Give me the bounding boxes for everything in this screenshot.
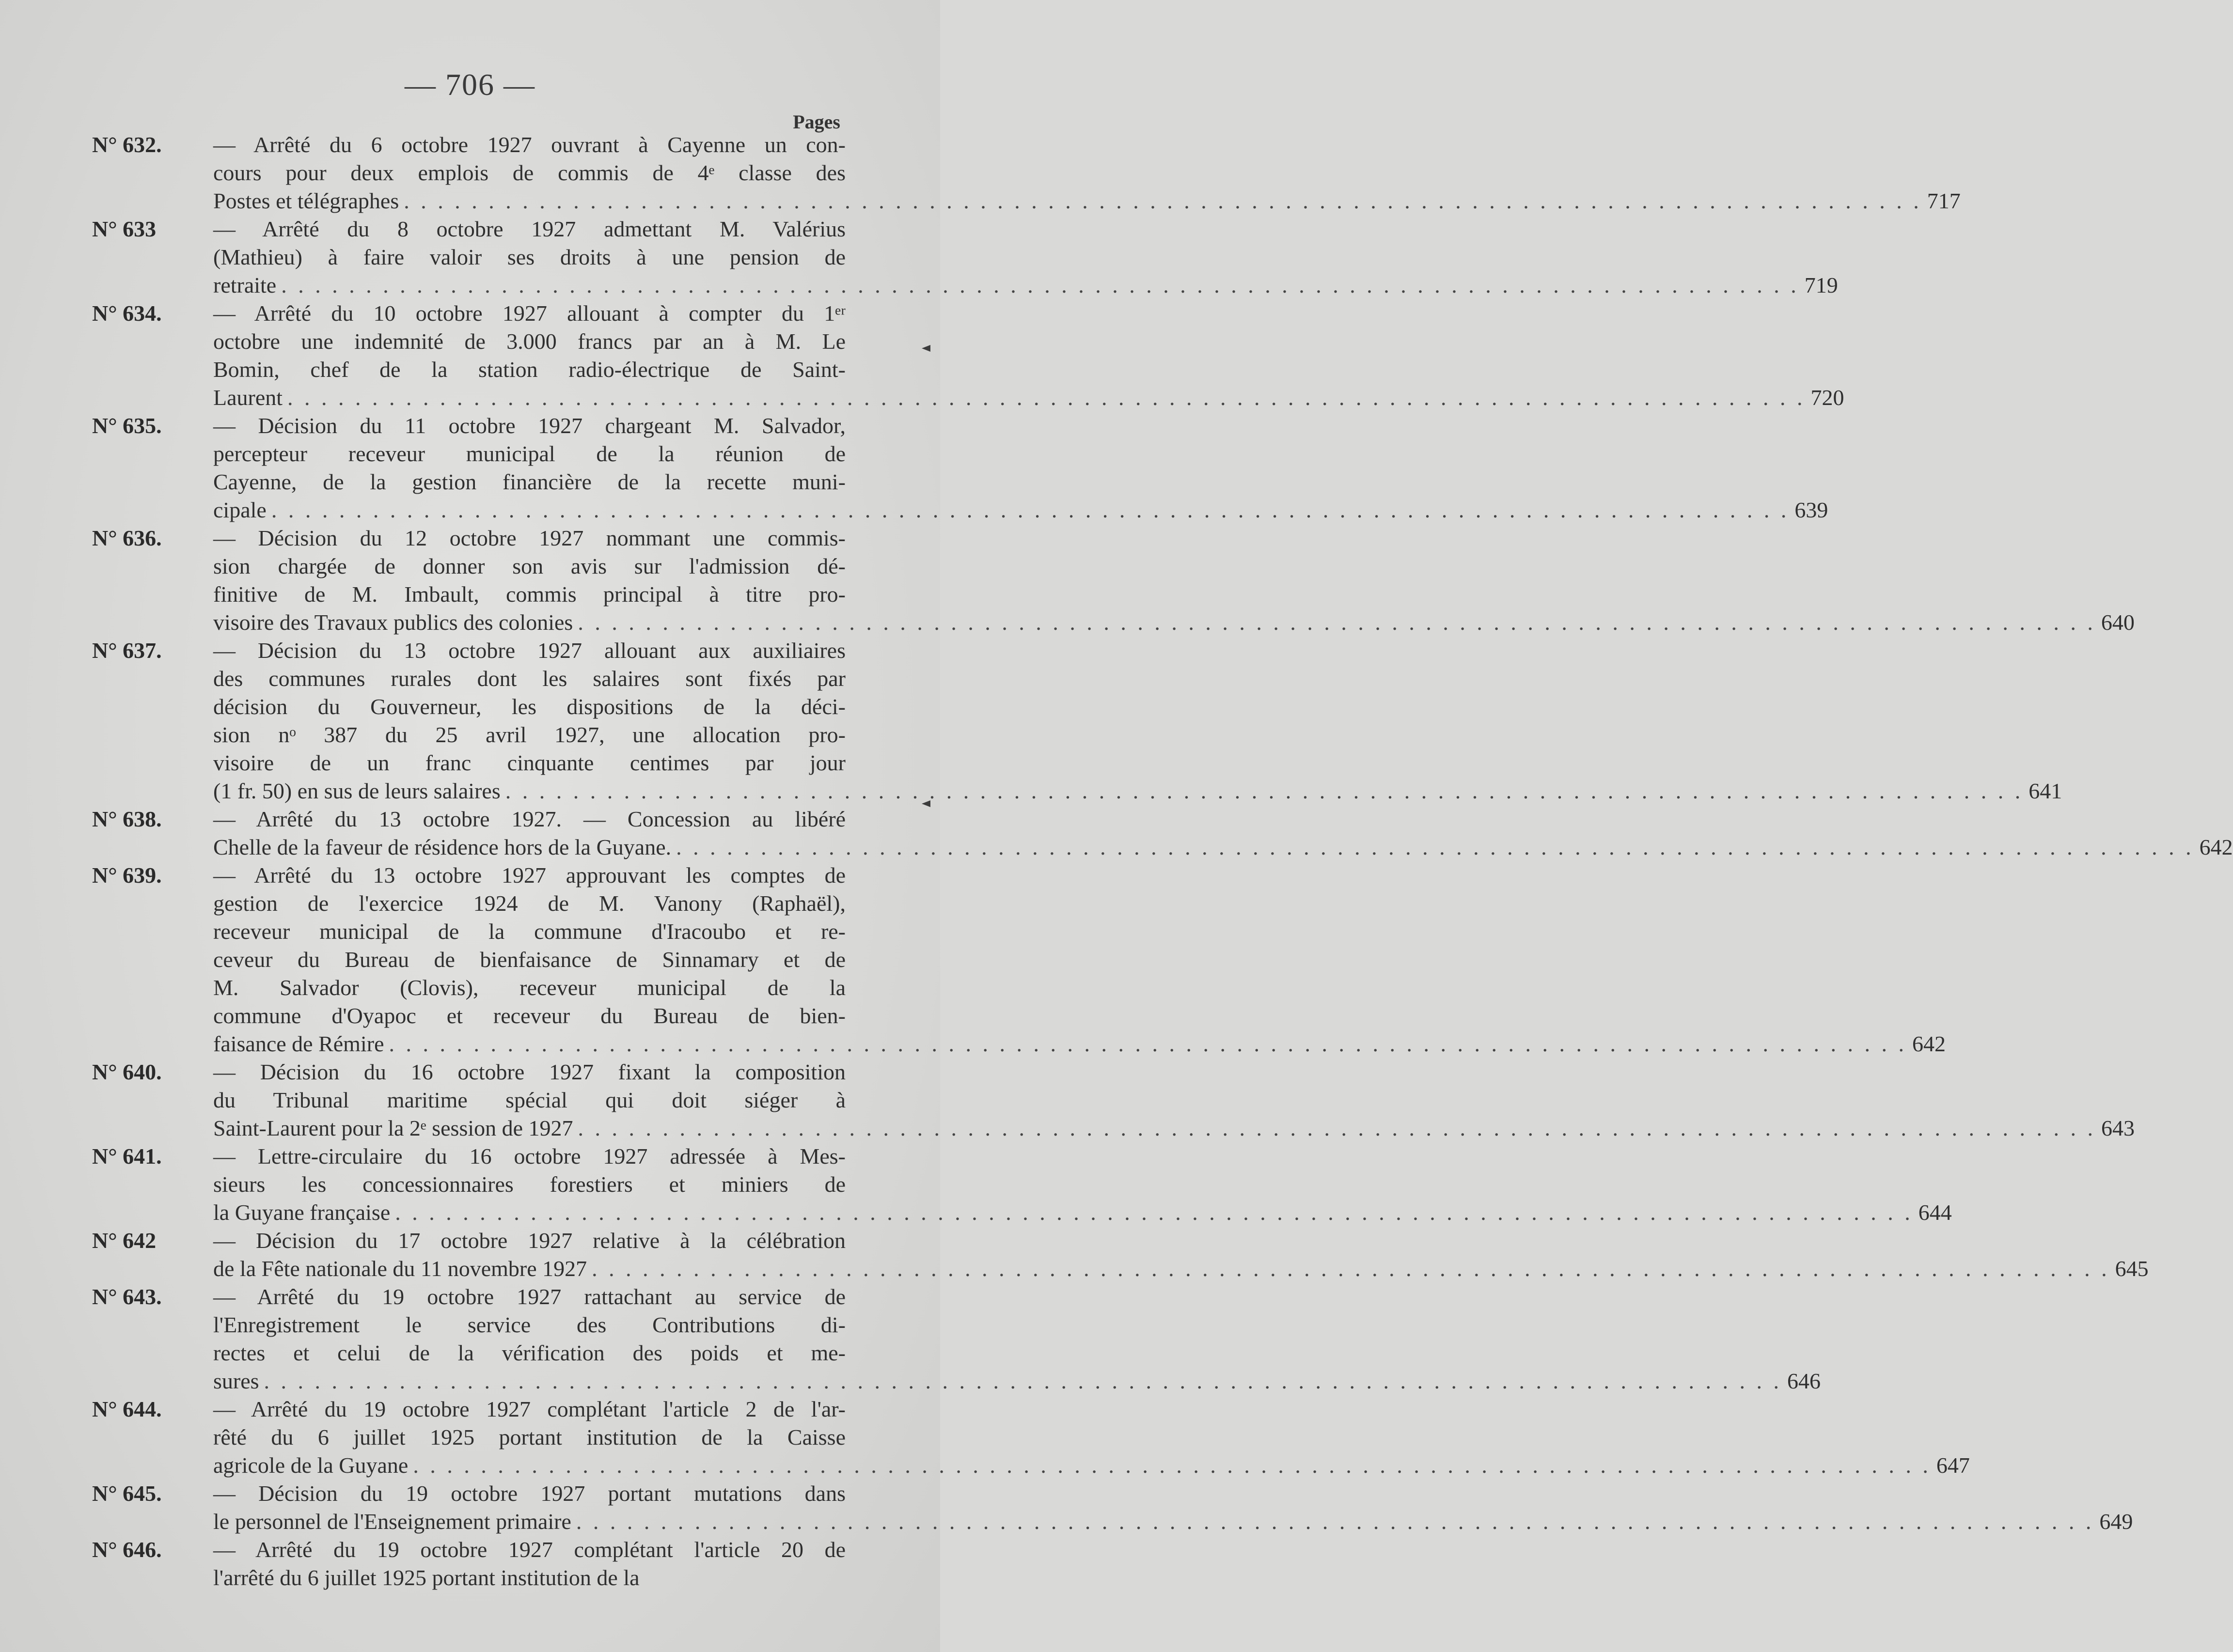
entry-line: commune d'Oyapoc et receveur du Bureau de bien-: [213, 1003, 846, 1028]
entry-description: [213, 412, 1828, 524]
entry-line: cours pour deux emplois de commis de 4ᵉ classe des: [213, 160, 846, 185]
page-reference: 643: [2101, 1116, 2135, 1140]
page-reference: 642: [2199, 835, 2233, 859]
page-number: — 706 —: [405, 67, 535, 102]
entry-number: N° 636.: [92, 526, 162, 550]
entry-line-text: sures: [213, 1369, 259, 1393]
dot-leader: . . . . . . . . . . . . . . . . . . . . . . . . . . . . . . . . . . . . . . . . . . . . . . . . . . . . . . . . . . . . . . . . . . . . . . . . . . . . . . . . . . . . . . . . . .: [281, 273, 1799, 297]
index-entry: [92, 524, 2135, 637]
index-entries: [92, 131, 2233, 1592]
entry-line-text: agricole de la Guyane: [213, 1453, 409, 1478]
entry-line: rêté du 6 juillet 1925 portant institution de la Caisse: [213, 1425, 846, 1449]
entry-line-text: Laurent: [213, 385, 283, 410]
entry-line-text: (1 fr. 50) en sus de leurs salaires: [213, 779, 501, 803]
index-entry: [92, 637, 2062, 805]
entry-line: — Arrêté du 10 octobre 1927 allouant à compter du 1ᵉʳ: [213, 301, 846, 326]
index-entry: [92, 215, 1838, 299]
dot-leader: . . . . . . . . . . . . . . . . . . . . . . . . . . . . . . . . . . . . . . . . . . . . . . . . . . . . . . . . . . . . . . . . . . . . . . . . . . . . . . . . . . . . . . . . . .: [505, 779, 2024, 803]
page-reference: 642: [1912, 1031, 1946, 1056]
entry-line: [213, 187, 1961, 215]
entry-line: Bomin, chef de la station radio-électrique de Saint-: [213, 357, 846, 382]
entry-number: N° 646.: [92, 1537, 162, 1562]
entry-line-text: faisance de Rémire: [213, 1031, 384, 1056]
entry-line: — Lettre-circulaire du 16 octobre 1927 adressée à Mes-: [213, 1144, 846, 1169]
entry-line: [213, 271, 1838, 299]
entry-line: sieurs les concessionnaires forestiers et miniers de: [213, 1172, 846, 1197]
index-entry: [92, 1283, 1821, 1395]
entry-description: [213, 1058, 2135, 1142]
dot-leader: . . . . . . . . . . . . . . . . . . . . . . . . . . . . . . . . . . . . . . . . . . . . . . . . . . . . . . . . . . . . . . . . . . . . . . . . . . . . . . . . . . . . . . . . . .: [389, 1031, 1907, 1056]
entry-number: N° 635.: [92, 413, 162, 438]
entry-line: — Arrêté du 19 octobre 1927 complétant l'article 20 de: [213, 1537, 846, 1562]
index-entry: [92, 861, 1946, 1058]
entry-line: [213, 1255, 2149, 1283]
entry-line-text: le personnel de l'Enseignement primaire: [213, 1509, 571, 1534]
entry-line: — Arrêté du 19 octobre 1927 rattachant au service de: [213, 1284, 846, 1309]
entry-line-text: de la Fête nationale du 11 novembre 1927: [213, 1256, 587, 1281]
dot-leader: . . . . . . . . . . . . . . . . . . . . . . . . . . . . . . . . . . . . . . . . . . . . . . . . . . . . . . . . . . . . . . . . . . . . . . . . . . . . . . . . . . . . . . . . . .: [578, 1116, 2096, 1140]
entry-description: [213, 1480, 2133, 1536]
entry-line: ceveur du Bureau de bienfaisance de Sinnamary et de: [213, 947, 846, 972]
entry-description: [213, 637, 2062, 805]
entry-number: N° 643.: [92, 1284, 162, 1309]
dot-leader: . . . . . . . . . . . . . . . . . . . . . . . . . . . . . . . . . . . . . . . . . . . . . . . . . . . . . . . . . . . . . . . . . . . . . . . . . . . . . . . . . . . . . . . . . .: [264, 1369, 1782, 1393]
index-entry: [92, 131, 1961, 215]
entry-line: [213, 496, 1828, 524]
entry-description: [213, 215, 1838, 299]
entry-line: rectes et celui de la vérification des poids et me-: [213, 1340, 846, 1365]
dot-leader: . . . . . . . . . . . . . . . . . . . . . . . . . . . . . . . . . . . . . . . . . . . . . . . . . . . . . . . . . . . . . . . . . . . . . . . . . . . . . . . . . . . . . . . . . .: [578, 610, 2096, 635]
entry-line: — Arrêté du 19 octobre 1927 complétant l'article 2 de l'ar-: [213, 1397, 846, 1421]
page-reference: 649: [2099, 1509, 2133, 1534]
page-reference: 639: [1794, 498, 1828, 522]
page-reference: 644: [1918, 1200, 1952, 1225]
page-reference: 645: [2115, 1256, 2149, 1281]
entry-line: [213, 777, 2062, 805]
page-reference: 640: [2101, 610, 2135, 635]
entry-line: octobre une indemnité de 3.000 francs par an à M. Le: [213, 329, 846, 354]
page-reference: 720: [1810, 385, 1844, 410]
entry-line: — Décision du 17 octobre 1927 relative à la célébration: [213, 1228, 846, 1253]
entry-description: [213, 524, 2135, 637]
entry-line-text: Postes et télégraphes: [213, 188, 399, 213]
entry-number: N° 632.: [92, 132, 162, 157]
entry-description: [213, 131, 1961, 215]
index-entry: [92, 1480, 2133, 1536]
entry-line: — Arrêté du 6 octobre 1927 ouvrant à Cayenne un con-: [213, 132, 846, 157]
page-reference: 641: [2029, 779, 2062, 803]
entry-line: [213, 1030, 1946, 1058]
index-entry: [92, 1142, 1952, 1227]
entry-line: sion nᵒ 387 du 25 avril 1927, une allocation pro-: [213, 722, 846, 747]
index-entry: [92, 1227, 2149, 1283]
entry-line-text: Chelle de la faveur de résidence hors de la Guyane.: [213, 835, 672, 859]
entry-line: [213, 608, 2135, 637]
entry-line-text: visoire des Travaux publics des colonies: [213, 610, 573, 635]
entry-number: N° 639.: [92, 863, 162, 888]
entry-line: M. Salvador (Clovis), receveur municipal de la: [213, 975, 846, 1000]
dot-leader: . . . . . . . . . . . . . . . . . . . . . . . . . . . . . . . . . . . . . . . . . . . . . . . . . . . . . . . . . . . . . . . . . . . . . . . . . . . . . . . . . . . . . . . . . .: [271, 498, 1790, 522]
entry-line: [213, 384, 1844, 412]
entry-number: N° 645.: [92, 1481, 162, 1506]
entry-line: [213, 1114, 2135, 1142]
page-reference: 646: [1787, 1369, 1821, 1393]
dot-leader: . . . . . . . . . . . . . . . . . . . . . . . . . . . . . . . . . . . . . . . . . . . . . . . . . . . . . . . . . . . . . . . . . . . . . . . . . . . . . . . . . . . . . . . . . .: [676, 835, 2194, 859]
entry-description: [213, 1283, 1821, 1395]
entry-line: finitive de M. Imbault, commis principal à titre pro-: [213, 582, 846, 607]
entry-line: — Arrêté du 13 octobre 1927. — Concession au libéré: [213, 807, 846, 831]
page-reference: 719: [1804, 273, 1838, 297]
entry-number: N° 641.: [92, 1144, 162, 1169]
entry-line: — Décision du 12 octobre 1927 nommant une commis-: [213, 526, 846, 550]
index-entry: [92, 299, 1844, 412]
entry-line: — Décision du 16 octobre 1927 fixant la composition: [213, 1060, 846, 1084]
entry-line: Cayenne, de la gestion financière de la recette muni-: [213, 469, 846, 494]
entry-description: [213, 1395, 1970, 1480]
entry-number: N° 638.: [92, 807, 162, 831]
page-reference: 647: [1936, 1453, 1970, 1478]
dot-leader: . . . . . . . . . . . . . . . . . . . . . . . . . . . . . . . . . . . . . . . . . . . . . . . . . . . . . . . . . . . . . . . . . . . . . . . . . . . . . . . . . . . . . . . . . .: [395, 1200, 1913, 1225]
entry-line: receveur municipal de la commune d'Iracoubo et re-: [213, 919, 846, 944]
entry-line: — Arrêté du 8 octobre 1927 admettant M. Valérius: [213, 217, 846, 241]
entry-line: [213, 833, 2233, 861]
entry-line: — Décision du 13 octobre 1927 allouant aux auxiliaires: [213, 638, 846, 663]
entry-line-text: la Guyane française: [213, 1200, 391, 1225]
entry-number: N° 642: [92, 1228, 157, 1253]
entry-description: [213, 299, 1844, 412]
entry-line: percepteur receveur municipal de la réunion de: [213, 441, 846, 466]
entry-description: [213, 861, 1946, 1058]
entry-line: visoire de un franc cinquante centimes par jour: [213, 750, 846, 775]
entry-line: décision du Gouverneur, les dispositions de la déci-: [213, 694, 846, 719]
entry-number: N° 640.: [92, 1060, 162, 1084]
entry-line: sion chargée de donner son avis sur l'admission dé-: [213, 554, 846, 578]
page-reference: 717: [1927, 188, 1961, 213]
entry-line: (Mathieu) à faire valoir ses droits à une pension de: [213, 245, 846, 269]
entry-line-text: retraite: [213, 273, 277, 297]
entry-description: [213, 1142, 1952, 1227]
entry-line: l'Enregistrement le service des Contributions di-: [213, 1312, 846, 1337]
entry-line: [213, 1451, 1970, 1480]
entry-number: N° 633: [92, 217, 157, 241]
entry-description: [213, 1227, 2149, 1283]
entry-line-text: Saint-Laurent pour la 2ᵉ session de 1927: [213, 1116, 573, 1140]
entry-description: [213, 1536, 846, 1592]
entry-number: N° 634.: [92, 301, 162, 326]
index-entry: [92, 805, 2233, 861]
entry-line: des communes rurales dont les salaires sont fixés par: [213, 666, 846, 691]
margin-arrow-icon: [922, 345, 930, 352]
index-entry: [92, 1058, 2135, 1142]
dot-leader: . . . . . . . . . . . . . . . . . . . . . . . . . . . . . . . . . . . . . . . . . . . . . . . . . . . . . . . . . . . . . . . . . . . . . . . . . . . . . . . . . . . . . . . . . .: [404, 188, 1922, 213]
entry-line: [213, 1367, 1821, 1395]
entry-line: gestion de l'exercice 1924 de M. Vanony (Raphaël),: [213, 891, 846, 916]
entry-line: — Arrêté du 13 octobre 1927 approuvant les comptes de: [213, 863, 846, 888]
entry-number: N° 637.: [92, 638, 162, 663]
dot-leader: . . . . . . . . . . . . . . . . . . . . . . . . . . . . . . . . . . . . . . . . . . . . . . . . . . . . . . . . . . . . . . . . . . . . . . . . . . . . . . . . . . . . . . . . . .: [287, 385, 1806, 410]
entry-line-text: cipale: [213, 498, 267, 522]
entry-line: [213, 1199, 1952, 1227]
entry-line: — Décision du 11 octobre 1927 chargeant M. Salvador,: [213, 413, 846, 438]
index-entry: [92, 1536, 846, 1592]
index-entry: [92, 1395, 1970, 1480]
index-entry: [92, 412, 1828, 524]
entry-number: N° 644.: [92, 1397, 162, 1421]
entry-line: l'arrêté du 6 juillet 1925 portant institution de la: [213, 1565, 640, 1590]
dot-leader: . . . . . . . . . . . . . . . . . . . . . . . . . . . . . . . . . . . . . . . . . . . . . . . . . . . . . . . . . . . . . . . . . . . . . . . . . . . . . . . . . . . . . . . . . .: [592, 1256, 2110, 1281]
dot-leader: . . . . . . . . . . . . . . . . . . . . . . . . . . . . . . . . . . . . . . . . . . . . . . . . . . . . . . . . . . . . . . . . . . . . . . . . . . . . . . . . . . . . . . . . . .: [413, 1453, 1931, 1478]
entry-line: du Tribunal maritime spécial qui doit siéger à: [213, 1088, 846, 1112]
pages-column-label: Pages: [793, 111, 840, 133]
entry-line: [213, 1508, 2133, 1536]
dot-leader: . . . . . . . . . . . . . . . . . . . . . . . . . . . . . . . . . . . . . . . . . . . . . . . . . . . . . . . . . . . . . . . . . . . . . . . . . . . . . . . . . . . . . . . . . .: [576, 1509, 2094, 1534]
entry-description: [213, 805, 2233, 861]
entry-line: — Décision du 19 octobre 1927 portant mutations dans: [213, 1481, 846, 1506]
